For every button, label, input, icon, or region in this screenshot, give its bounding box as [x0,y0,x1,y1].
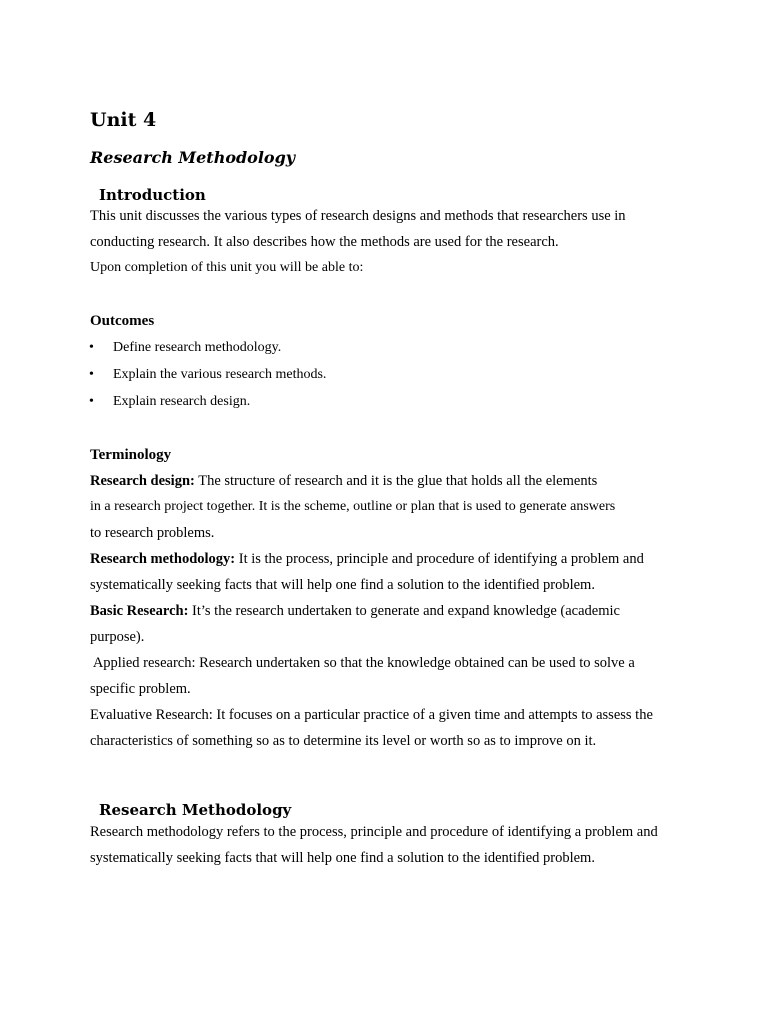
research-methodology-heading: Research Methodology [99,801,292,819]
introduction-line-2: conducting research. It also describes how the methods are used for the research. [90,234,559,250]
bullet-icon: • [89,340,94,355]
research-methodology-section-line-1: Research methodology refers to the process, principle and procedure of identifying a problem and [90,824,658,840]
research-methodology-line-1: Research methodology: It is the process, principle and procedure of identifying a problem and [90,551,644,567]
outcome-item-2: Explain the various research methods. [113,367,327,382]
applied-research-line-1: Applied research: Research undertaken so that the knowledge obtained can be used to solve a [90,655,635,671]
introduction-line-3: Upon completion of this unit you will be able to: [90,260,364,275]
terminology-heading: Terminology [90,447,172,463]
basic-research-line-1: Basic Research: It’s the research undertaken to generate and expand knowledge (academic [90,603,620,619]
research-design-line-1: Research design: The structure of research and it is the glue that holds all the elements [90,473,598,489]
research-design-line-3: to research problems. [90,525,215,541]
basic-research-line-2: purpose). [90,629,145,645]
basic-research-term: Basic Research: [90,603,189,619]
unit-subtitle: Research Methodology [90,148,296,167]
research-design-line-2: in a research project together. It is the scheme, outline or plan that is used to generate answers [90,499,616,514]
research-methodology-line-2: systematically seeking facts that will help one find a solution to the identified problem. [90,577,595,593]
research-design-term: Research design: [90,473,195,489]
research-methodology-term: Research methodology: [90,551,236,567]
outcome-item-1: Define research methodology. [113,340,282,355]
evaluative-research-line-2: characteristics of something so as to determine its level or worth so as to improve on it. [90,733,597,749]
bullet-icon: • [89,367,94,382]
unit-title: Unit 4 [90,109,157,131]
outcomes-heading: Outcomes [90,313,155,329]
outcome-item-3: Explain research design. [113,394,251,409]
introduction-line-1: This unit discusses the various types of research designs and methods that researchers use in [90,208,626,224]
bullet-icon: • [89,394,94,409]
evaluative-research-line-1: Evaluative Research: It focuses on a particular practice of a given time and attempts to assess the [90,707,653,723]
research-methodology-section-line-2: systematically seeking facts that will help one find a solution to the identified problem. [90,850,595,866]
introduction-heading: Introduction [99,186,206,204]
applied-research-line-2: specific problem. [90,681,191,697]
